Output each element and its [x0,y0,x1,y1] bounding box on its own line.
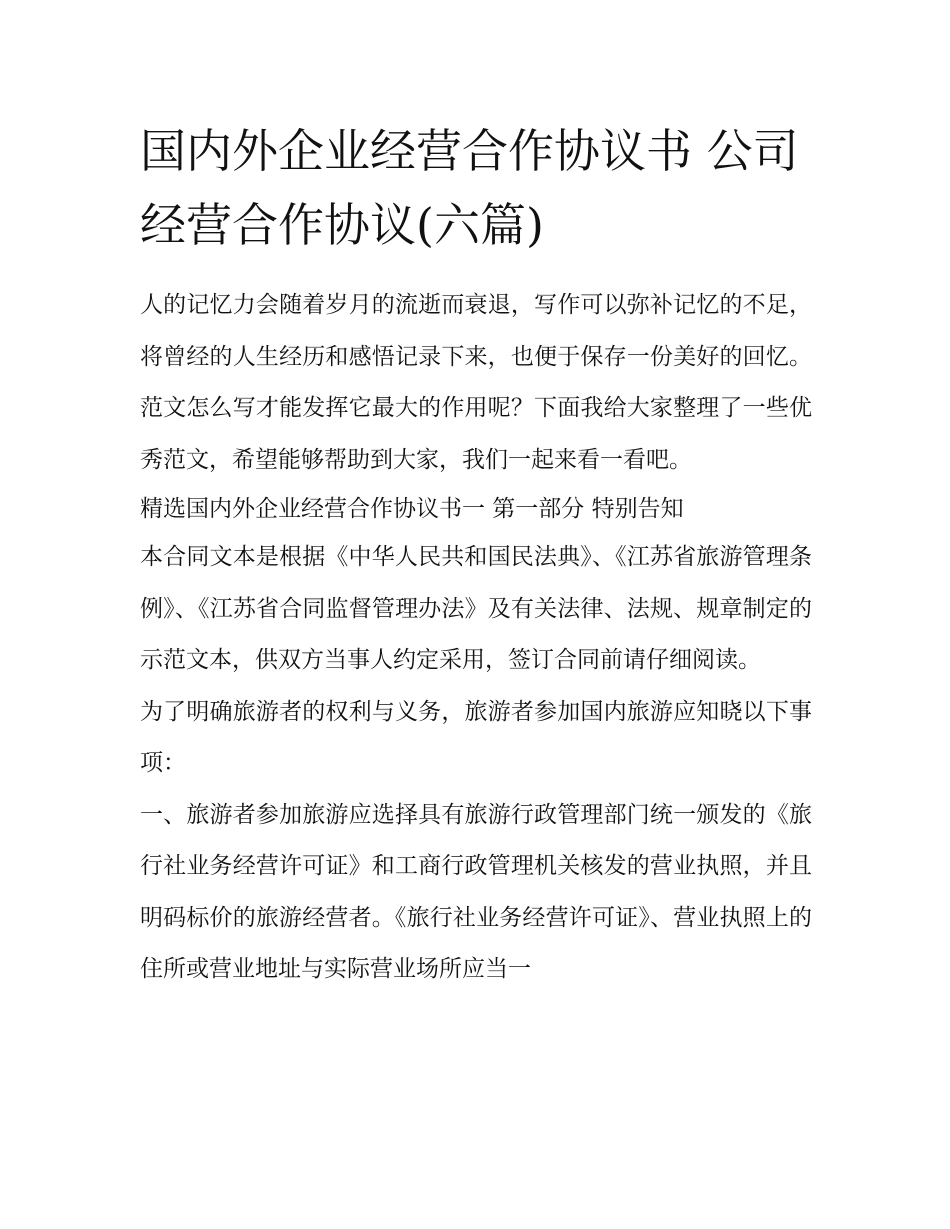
intro-paragraph: 人的记忆力会随着岁月的流逝而衰退，写作可以弥补记忆的不足，将曾经的人生经历和感悟记录下来，也便于保存一份美好的回忆。范文怎么写才能发挥它最大的作用呢？下面我给大家整理了一些优秀范文，希望能够帮助到大家，我们一起来看一看吧。 [140,292,812,473]
notice-paragraph: 为了明确旅游者的权利与义务，旅游者参加国内旅游应知晓以下事项： [140,698,812,776]
document-body [140,280,812,996]
contract-basis-paragraph: 本合同文本是根据《中华人民共和国民法典》、《江苏省旅游管理条例》、《江苏省合同监督管理办法》及有关法律、法规、规章制定的示范文本，供双方当事人约定采用，签订合同前请仔细阅读。 [140,544,812,673]
section-heading: 精选国内外企业经营合作协议书一 第一部分 特别告知 [140,496,684,522]
document-page [140,114,812,996]
item-one-paragraph: 一、旅游者参加旅游应选择具有旅游行政管理部门统一颁发的《旅行社业务经营许可证》和工商行政管理机关核发的营业执照，并且明码标价的旅游经营者。《旅行社业务经营许可证》、营业执照上的住所或营业地址与实际营业场所应当一 [140,801,812,982]
document-title: 国内外企业经营合作协议书 公司经营合作协议(六篇) [140,124,799,252]
